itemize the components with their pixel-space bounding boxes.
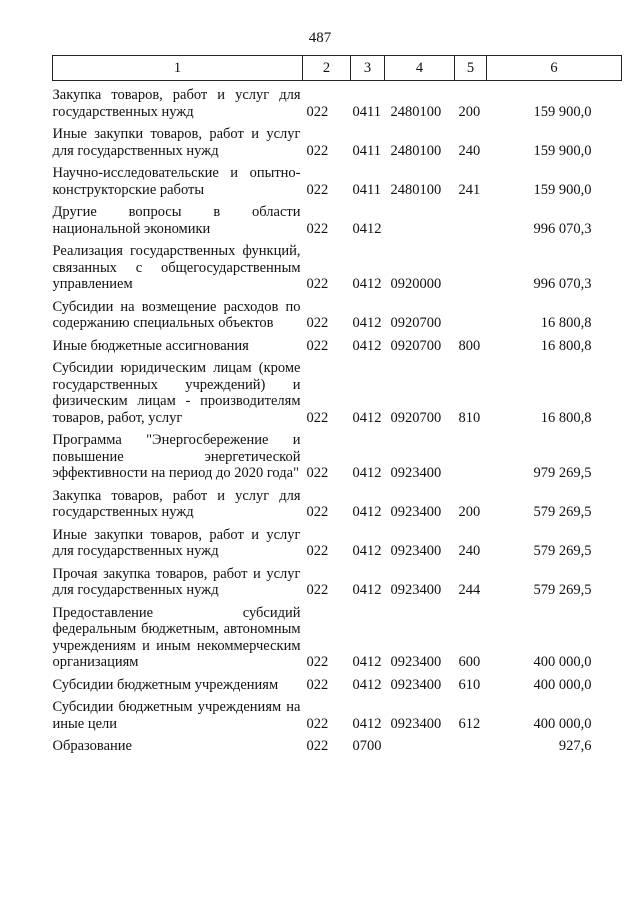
row-article-code: 0920700 [390,409,442,426]
row-section-code: 0412 [352,276,382,292]
row-section-code: 0412 [352,337,382,354]
row-amount: 579 269,5 [533,543,592,559]
row-article-code [385,198,455,237]
table-row [53,120,622,159]
row-amount: 16 800,8 [540,337,592,354]
table-row [53,159,622,198]
row-name: Субсидии юридическим лицам (кроме государственных учреждений) и физическим лицам - производителям товаров, работ, услуг [52,360,301,426]
row-ministry-code: 022 [306,337,329,354]
row-name: Субсидии бюджетным учреждениям на иные цели [52,699,301,732]
row-amount: 400 000,0 [533,715,592,732]
row-article-code: 0923400 [390,543,442,559]
row-section-code: 0411 [352,181,381,198]
row-ministry-code: 022 [306,543,329,559]
row-expense-type: 241 [458,181,481,198]
header-col-5: 5 [455,56,487,81]
row-article-code: 2480100 [390,142,442,159]
row-name: Предоставление субсидий федеральным бюджетным, автономным учреждениям и иным некоммерческим организациям [52,604,301,670]
row-article-code: 2480100 [390,181,442,198]
table-row [53,237,622,293]
row-expense-type: 244 [458,582,481,598]
row-name: Иные бюджетные ассигнования [52,337,249,354]
header-col-4: 4 [385,56,455,81]
row-name: Субсидии бюджетным учреждениям [52,676,279,693]
row-expense-type [455,237,487,293]
row-name: Иные закупки товаров, работ и услуг для государственных нужд [52,126,301,159]
row-amount: 400 000,0 [533,654,592,670]
row-name: Закупка товаров, работ и услуг для государственных нужд [52,487,301,520]
row-section-code: 0412 [352,220,382,237]
row-expense-type: 800 [458,337,481,354]
row-article-code: 0923400 [390,715,442,732]
row-ministry-code: 022 [306,142,329,159]
row-expense-type: 240 [458,543,481,559]
row-ministry-code: 022 [306,220,329,237]
row-article-code: 0923400 [390,504,442,520]
row-article-code: 0920700 [390,315,442,331]
row-amount: 927,6 [558,738,592,754]
table-row [53,426,622,482]
row-expense-type: 200 [458,103,481,120]
row-amount: 159 900,0 [533,103,592,120]
table-row [53,81,622,121]
row-section-code: 0412 [352,676,382,693]
row-article-code: 2480100 [390,103,442,120]
row-name: Образование [52,738,132,754]
row-article-code: 0923400 [390,582,442,598]
row-article-code [385,732,455,755]
row-amount: 996 070,3 [533,220,592,237]
row-ministry-code: 022 [306,315,329,331]
table-row [53,198,622,237]
row-amount: 579 269,5 [533,582,592,598]
row-amount: 979 269,5 [533,465,592,481]
row-section-code: 0412 [352,543,382,559]
row-ministry-code: 022 [306,409,329,426]
row-ministry-code: 022 [306,676,329,693]
row-ministry-code: 022 [306,715,329,732]
row-section-code: 0412 [352,654,382,670]
row-expense-type: 240 [458,142,481,159]
row-article-code: 0923400 [390,676,442,693]
table-row [53,671,622,694]
header-col-6: 6 [487,56,622,81]
row-name: Закупка товаров, работ и услуг для государственных нужд [52,87,301,120]
row-ministry-code: 022 [306,738,329,754]
row-name: Другие вопросы в области национальной экономики [52,204,301,237]
row-amount: 400 000,0 [533,676,592,693]
header-col-1: 1 [53,56,303,81]
row-name: Субсидии на возмещение расходов по содержанию специальных объектов [52,298,301,331]
table-row [53,354,622,426]
budget-table [52,55,622,755]
row-section-code: 0411 [352,103,381,120]
row-article-code: 0923400 [390,465,442,481]
row-section-code: 0412 [352,409,382,426]
row-amount: 159 900,0 [533,142,592,159]
row-name: Иные закупки товаров, работ и услуг для государственных нужд [52,526,301,559]
table-row [53,521,622,560]
row-name: Прочая закупка товаров, работ и услуг для государственных нужд [52,565,301,598]
row-section-code: 0411 [352,142,381,159]
row-ministry-code: 022 [306,582,329,598]
row-amount: 16 800,8 [540,315,592,331]
row-ministry-code: 022 [306,181,329,198]
row-ministry-code: 022 [306,276,329,292]
table-row [53,293,622,332]
row-section-code: 0700 [352,738,382,754]
row-article-code: 0920700 [390,337,442,354]
row-name: Научно-исследовательские и опытно-конструкторские работы [52,165,301,198]
row-article-code: 0923400 [390,654,442,670]
table-row [53,599,622,671]
row-name: Реализация государственных функций, связанных с общегосударственным управлением [52,243,301,292]
table-row [53,332,622,355]
row-name: Программа "Энергосбережение и повышение энергетической эффективности на период до 2020 года" [52,432,301,481]
row-section-code: 0412 [352,715,382,732]
header-col-3: 3 [351,56,385,81]
row-expense-type [455,426,487,482]
row-ministry-code: 022 [306,103,329,120]
header-col-2: 2 [303,56,351,81]
row-article-code: 0920000 [390,276,442,292]
row-expense-type: 612 [458,715,481,732]
page-number: 487 [308,30,332,46]
row-ministry-code: 022 [306,654,329,670]
row-ministry-code: 022 [306,465,329,481]
row-amount: 16 800,8 [540,409,592,426]
row-section-code: 0412 [352,582,382,598]
row-amount: 159 900,0 [533,181,592,198]
table-row [53,693,622,732]
row-section-code: 0412 [352,315,382,331]
row-ministry-code: 022 [306,504,329,520]
row-section-code: 0412 [352,504,382,520]
row-expense-type [455,198,487,237]
row-amount: 579 269,5 [533,504,592,520]
row-expense-type: 610 [458,676,481,693]
row-expense-type: 810 [458,409,481,426]
row-expense-type [455,293,487,332]
table-row [53,732,622,755]
table-row [53,560,622,599]
table-row [53,482,622,521]
row-section-code: 0412 [352,465,382,481]
row-expense-type [455,732,487,755]
table-header [53,56,622,81]
row-expense-type: 200 [458,504,481,520]
row-amount: 996 070,3 [533,276,592,292]
row-expense-type: 600 [458,654,481,670]
table-body [53,81,622,755]
